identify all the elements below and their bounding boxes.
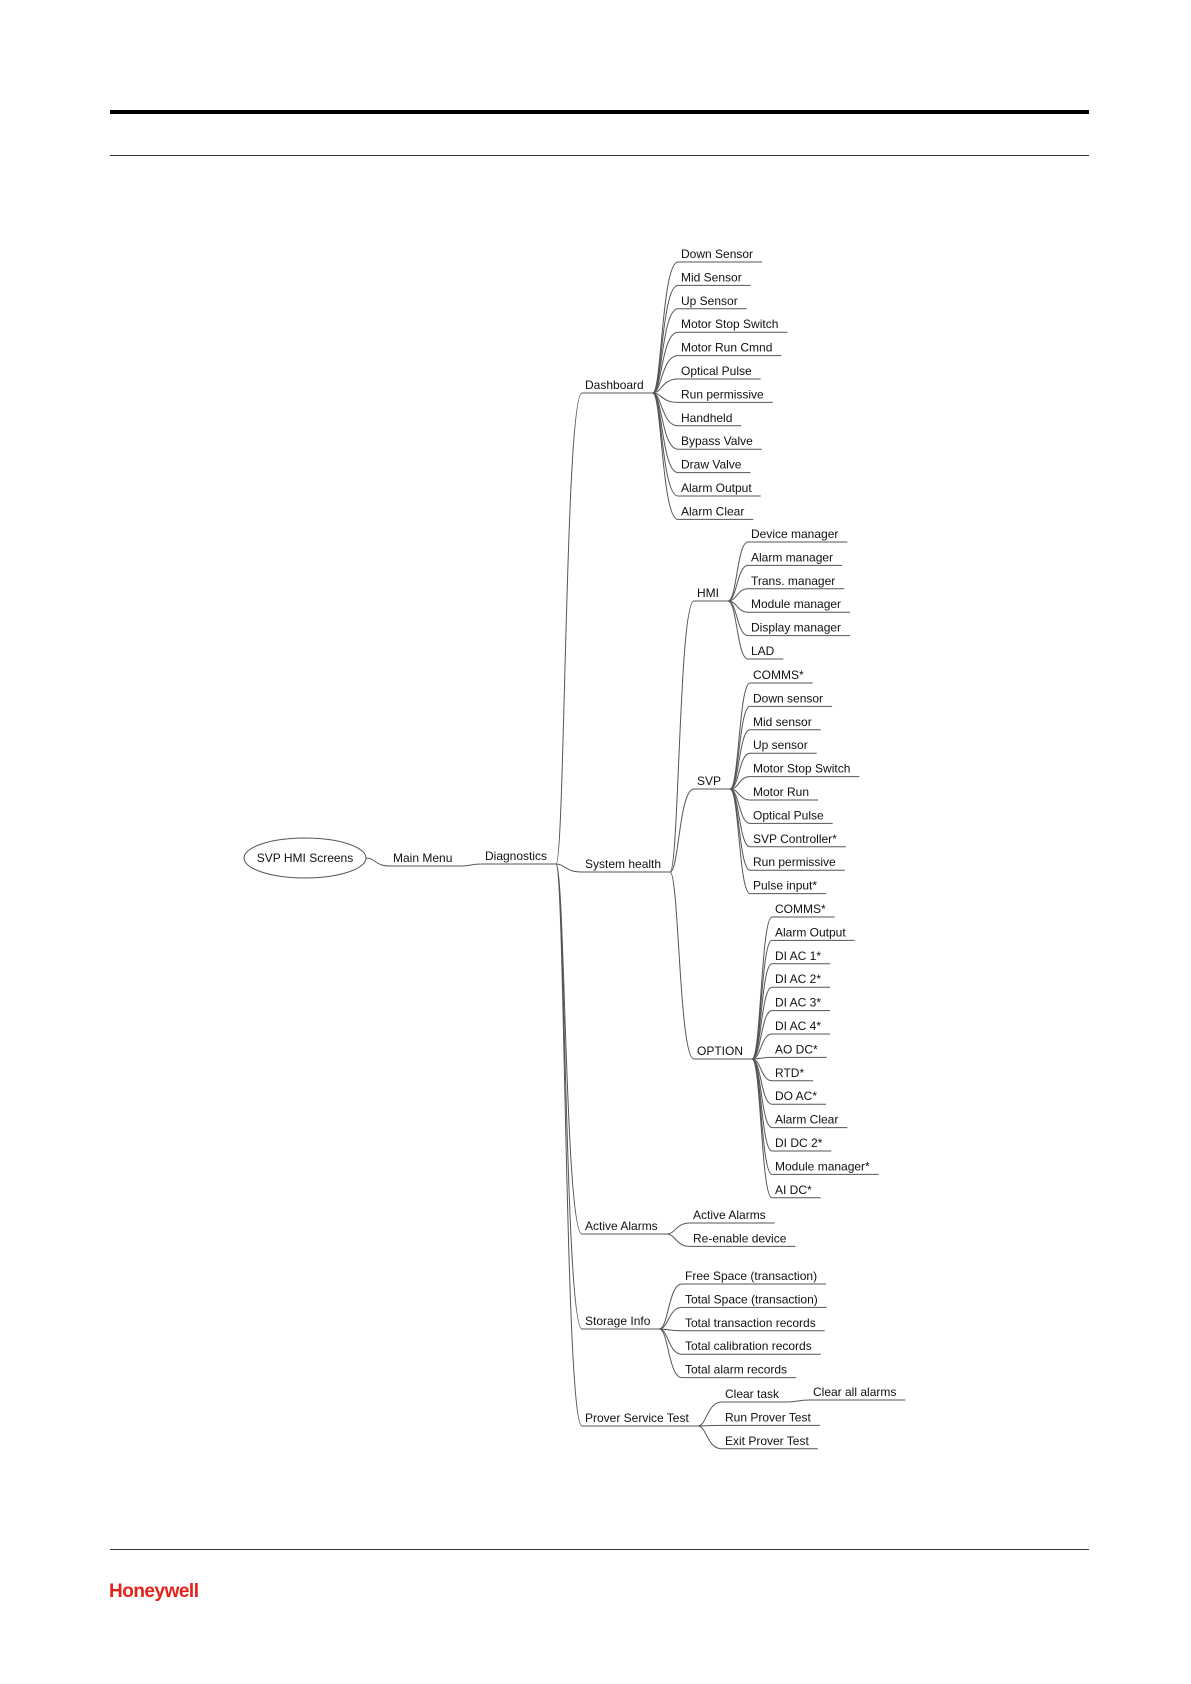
storage-info-item-total-calibration-records: Total calibration records (685, 1339, 812, 1354)
svp-item-run-permissive: Run permissive (753, 855, 836, 870)
option-connector (752, 1059, 772, 1128)
root-node-label: SVP HMI Screens (256, 851, 354, 865)
diagnostics-to-prover-service-test-connector (556, 864, 582, 1426)
option-item-rtd: RTD* (775, 1065, 805, 1080)
hmi-item-trans-manager: Trans. manager (751, 573, 836, 588)
hmi-item-display-manager: Display manager (751, 620, 842, 635)
dashboard-item-draw-valve: Draw Valve (681, 457, 742, 472)
dashboard-item-motor-run-cmnd: Motor Run Cmnd (681, 340, 773, 355)
prover-service-test-connector (698, 1425, 722, 1426)
hmi-node: HMI (697, 586, 719, 600)
svp-item-pulse-input: Pulse input* (753, 878, 818, 893)
hmi-item-alarm-manager: Alarm manager (751, 550, 834, 565)
hmi-connector (728, 542, 748, 601)
system-health-node: System health (585, 857, 662, 871)
active-alarms-node: Active Alarms (585, 1219, 658, 1233)
dashboard-connector (653, 262, 678, 393)
honeywell-logo: Honeywell (109, 1581, 199, 1602)
storage-info-item-total-alarm-records: Total alarm records (685, 1362, 788, 1377)
dashboard-item-alarm-clear: Alarm Clear (681, 504, 745, 519)
clear-all-alarms-node: Clear all alarms (813, 1385, 897, 1399)
dashboard-connector (653, 393, 678, 519)
dashboard-item-alarm-output: Alarm Output (681, 481, 752, 495)
hmi-item-lad: LAD (751, 644, 775, 658)
main-menu-node: Main Menu (393, 851, 453, 865)
system-health-to-hmi-connector (670, 601, 694, 872)
root-to-main-menu-connector (366, 858, 390, 866)
prover-service-test-item-run-prover-test: Run Prover Test (725, 1410, 811, 1425)
dashboard-item-bypass-valve: Bypass Valve (681, 434, 753, 449)
svp-node: SVP (697, 774, 722, 788)
svp-item-down-sensor: Down sensor (753, 691, 824, 706)
prover-service-test-connector (698, 1402, 722, 1426)
hmi-connector (728, 601, 748, 659)
dashboard-item-optical-pulse: Optical Pulse (681, 364, 752, 378)
dashboard-item-mid-sensor: Mid Sensor (681, 270, 742, 285)
diagnostics-to-system-health-connector (556, 864, 582, 872)
active-alarms-item-re-enable-device: Re-enable device (693, 1231, 787, 1246)
storage-info-connector (659, 1284, 682, 1329)
option-item-alarm-clear: Alarm Clear (775, 1112, 839, 1127)
svp-connector (730, 789, 750, 870)
svp-connector (730, 789, 750, 894)
svp-item-motor-run: Motor Run (753, 785, 810, 799)
prover-service-test-item-exit-prover-test: Exit Prover Test (725, 1433, 809, 1448)
hmi-connector (728, 565, 748, 601)
hmi-item-device-manager: Device manager (751, 527, 839, 541)
main-menu-to-diagnostics-connector (461, 864, 482, 866)
prover-service-test-item-clear-task: Clear task (725, 1387, 780, 1401)
system-health-to-option-connector (670, 872, 694, 1059)
active-alarms-connector (667, 1234, 690, 1246)
svp-item-up-sensor: Up sensor (753, 738, 808, 753)
storage-info-item-total-transaction-records: Total transaction records (685, 1315, 816, 1330)
dashboard-item-up-sensor: Up Sensor (681, 293, 738, 308)
active-alarms-connector (667, 1223, 690, 1234)
storage-info-item-free-space-transaction: Free Space (transaction) (685, 1269, 818, 1283)
dashboard-item-run-permissive: Run permissive (681, 387, 764, 402)
svp-item-motor-stop-switch: Motor Stop Switch (753, 761, 851, 776)
dashboard-item-down-sensor: Down Sensor (681, 247, 754, 261)
option-item-ao-dc: AO DC* (775, 1042, 818, 1057)
dashboard-node: Dashboard (585, 378, 644, 392)
footer-rule (110, 1549, 1089, 1550)
hmi-connector (728, 601, 748, 636)
option-item-alarm-output: Alarm Output (775, 925, 846, 940)
option-item-di-ac-3: DI AC 3* (775, 995, 822, 1010)
option-item-di-ac-2: DI AC 2* (775, 972, 822, 987)
option-item-di-ac-4: DI AC 4* (775, 1019, 822, 1033)
storage-info-node: Storage Info (585, 1314, 651, 1328)
prover-service-test-node: Prover Service Test (585, 1411, 689, 1425)
svp-item-svp-controller: SVP Controller* (753, 831, 837, 846)
system-health-to-svp-connector (670, 789, 694, 872)
svp-item-comms: COMMS* (753, 668, 804, 682)
dashboard-item-handheld: Handheld (681, 410, 733, 425)
svp-connector (730, 683, 750, 789)
option-connector (752, 940, 772, 1059)
option-item-do-ac: DO AC* (775, 1089, 818, 1104)
prover-service-test-connector (698, 1426, 722, 1449)
option-item-ai-dc: AI DC* (775, 1182, 812, 1197)
option-node: OPTION (697, 1044, 744, 1058)
clear-task-to-clear-all-alarms-connector (788, 1400, 810, 1402)
dashboard-item-motor-stop-switch: Motor Stop Switch (681, 317, 779, 332)
option-item-module-manager: Module manager* (775, 1159, 870, 1174)
active-alarms-item-active-alarms: Active Alarms (693, 1208, 766, 1222)
option-item-di-ac-1: DI AC 1* (775, 948, 822, 963)
diagnostics-node: Diagnostics (485, 849, 548, 863)
hmi-item-module-manager: Module manager (751, 597, 842, 612)
option-item-di-dc-2: DI DC 2* (775, 1136, 823, 1150)
option-connector (752, 1059, 772, 1174)
svp-item-optical-pulse: Optical Pulse (753, 808, 824, 823)
svp-item-mid-sensor: Mid sensor (753, 714, 812, 729)
diagnostics-to-dashboard-connector (556, 393, 582, 864)
option-item-comms: COMMS* (775, 902, 826, 916)
option-connector (752, 987, 772, 1059)
storage-info-item-total-space-transaction: Total Space (transaction) (685, 1292, 818, 1307)
